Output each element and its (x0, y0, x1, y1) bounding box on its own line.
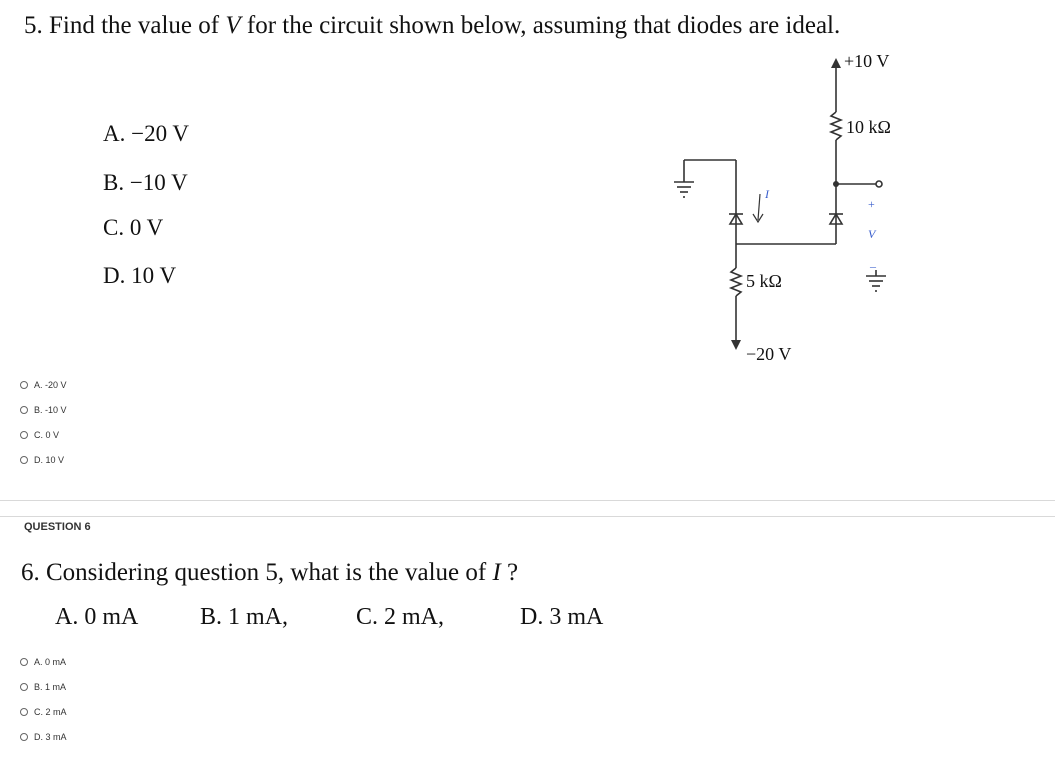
q6-image-choice-d: D. 3 mA (520, 604, 604, 630)
supply-arrow-down-icon (731, 340, 741, 350)
circuit-diagram (660, 40, 920, 370)
resistor-bottom-label: 5 kΩ (746, 271, 782, 291)
q5-option-c-label: C. 0 V (34, 430, 60, 440)
radio-icon[interactable] (20, 733, 28, 741)
radio-icon[interactable] (20, 406, 28, 414)
supply-bottom-label: −20 V (746, 344, 792, 364)
output-plus-label: + (868, 197, 875, 211)
supply-arrow-up-icon (831, 58, 841, 68)
output-minus-label: – (870, 259, 876, 273)
q6-option-b-label: B. 1 mA (34, 682, 67, 692)
q6-image-choice-a: A. 0 mA (55, 604, 139, 630)
supply-top-label: +10 V (844, 51, 890, 71)
resistor-top-label: 10 kΩ (846, 117, 891, 137)
radio-icon[interactable] (20, 381, 28, 389)
current-arrow-icon (753, 194, 763, 222)
q6-option-d-label: D. 3 mA (34, 732, 67, 742)
question-5-prefix: 5. Find the value of (24, 12, 226, 39)
radio-icon[interactable] (20, 456, 28, 464)
output-node-dot-icon (833, 181, 839, 187)
q5-image-choice-c: C. 0 V (103, 215, 164, 240)
question-divider-top (0, 500, 1055, 501)
radio-icon[interactable] (20, 683, 28, 691)
q5-option-a[interactable] (20, 380, 67, 390)
current-label: I (765, 187, 769, 201)
q6-option-c-label: C. 2 mA (34, 707, 67, 717)
question-5-text (24, 12, 840, 40)
question-6-prefix: 6. Considering question 5, what is the value of (21, 559, 493, 586)
question-divider-bottom (0, 516, 1055, 517)
ground-left-icon (674, 182, 694, 197)
q5-image-choice-b: B. −10 V (103, 170, 188, 195)
q5-option-a-label: A. -20 V (34, 380, 67, 390)
question-6-suffix: ? (500, 559, 519, 586)
q5-image-choice-d: D. 10 V (103, 263, 177, 288)
q6-option-b[interactable] (20, 682, 66, 692)
ground-right-icon (866, 276, 886, 291)
q6-option-c[interactable] (20, 707, 67, 717)
q5-option-b[interactable] (20, 405, 67, 415)
q6-image-choice-b: B. 1 mA, (200, 604, 289, 630)
q5-option-c[interactable] (20, 430, 59, 440)
question-5-variable: V (225, 12, 241, 39)
radio-icon[interactable] (20, 658, 28, 666)
q5-image-choice-a: A. −20 V (103, 121, 190, 146)
q5-option-d-label: D. 10 V (34, 455, 65, 465)
question-6-label: QUESTION 6 (24, 521, 91, 533)
output-var-label: V (868, 227, 876, 241)
q6-option-d[interactable] (20, 732, 67, 742)
question-6-text (21, 559, 518, 587)
q5-option-b-label: B. -10 V (34, 405, 67, 415)
radio-icon[interactable] (20, 431, 28, 439)
q5-option-d[interactable] (20, 455, 64, 465)
question-6-variable: I (492, 559, 501, 586)
q6-image-choice-c: C. 2 mA, (356, 604, 445, 630)
question-5-suffix: for the circuit shown below, assuming that diodes are ideal. (240, 12, 841, 39)
q6-option-a-label: A. 0 mA (34, 657, 67, 667)
q6-option-a[interactable] (20, 657, 66, 667)
radio-icon[interactable] (20, 708, 28, 716)
